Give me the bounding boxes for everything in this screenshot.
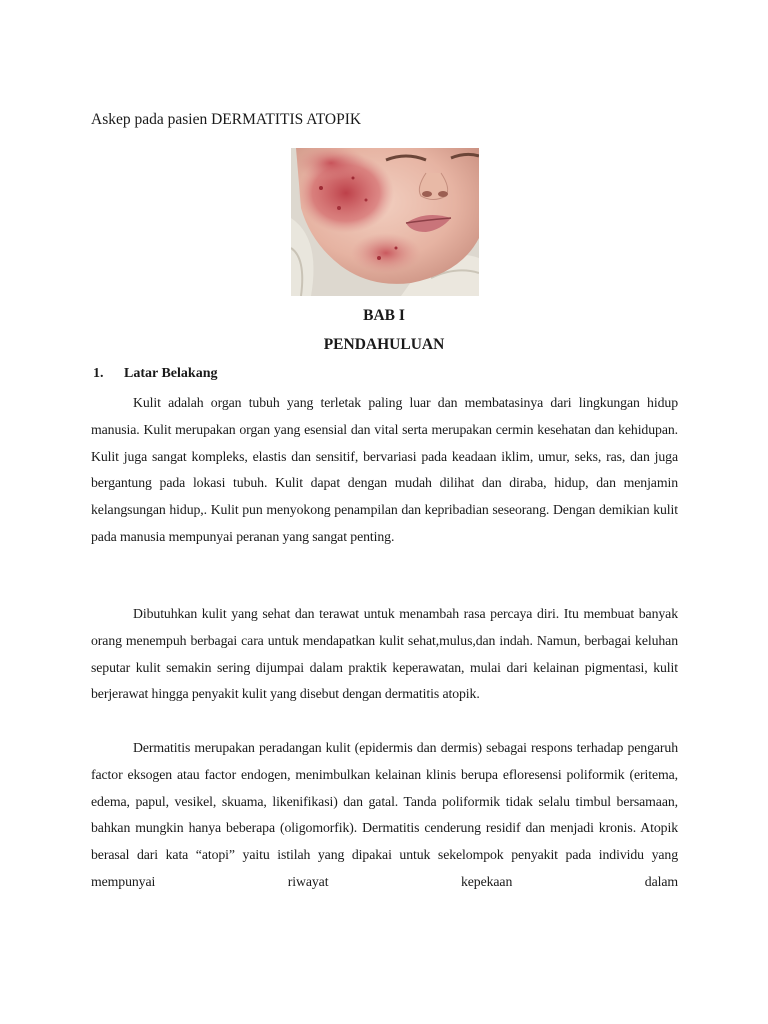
paragraph: Dibutuhkan kulit yang sehat dan terawat untuk menambah rasa percaya diri. Itu membuat banyak orang menempuh berbagai cara untuk mendapatkan kulit sehat,mulus,dan indah. Namun, berbagai keluhan seputar kulit semakin sering dijumpai dalam praktik keperawatan, mulai dari kelainan pigmentasi, kulit berjerawat hingga penyakit kulit yang disebut dengan dermatitis atopik. bbox=[91, 606, 678, 702]
paragraph: Dermatitis merupakan peradangan kulit (epidermis dan dermis) sebagai respons terhadap pengaruh factor eksogen atau factor endogen, menimbulkan kelainan klinis berupa efloresensi poliformik (eritema, edema, papul, vesikel, skuama, likenifikasi) dan gatal. Tanda poliformik tidak selalu timbul bersamaan, bahkan mungkin hanya beberapa (oligomorfik). Dermatitis cenderung residif dan menjadi kronis. Atopik berasal dari kata “atopi” yaitu istilah yang dipakai untuk sekelompok penyakit pada individu yang mempunyai riwayat kepekaan dalam bbox=[91, 740, 678, 889]
section-heading bbox=[93, 366, 217, 382]
section-title: Latar Belakang bbox=[124, 366, 218, 381]
paragraph: Kulit adalah organ tubuh yang terletak paling luar dan membatasinya dari lingkungan hidup manusia. Kulit merupakan organ yang esensial dan vital serta merupakan cermin kesehatan dan kehidupan. Kulit juga sangat kompleks, elastis dan sensitif, bervariasi pada keadaan iklim, umur, seks, ras, dan juga bergantung pada lokasi tubuh. Kulit dapat dengan mudah dilihat dan diraba, hidup, dan menjamin kelangsungan hidup,. Kulit pun menyokong penampilan dan kepribadian seseorang. Dengan demikian kulit pada manusia mempunyai peranan yang sangat penting. bbox=[91, 395, 678, 544]
patient-face-photo bbox=[291, 148, 479, 296]
section-number: 1. bbox=[93, 366, 104, 381]
document-title: Askep pada pasien DERMATITIS ATOPIK bbox=[91, 111, 362, 128]
chapter-number: BAB I bbox=[363, 307, 405, 324]
chapter-title: PENDAHULUAN bbox=[323, 336, 445, 353]
